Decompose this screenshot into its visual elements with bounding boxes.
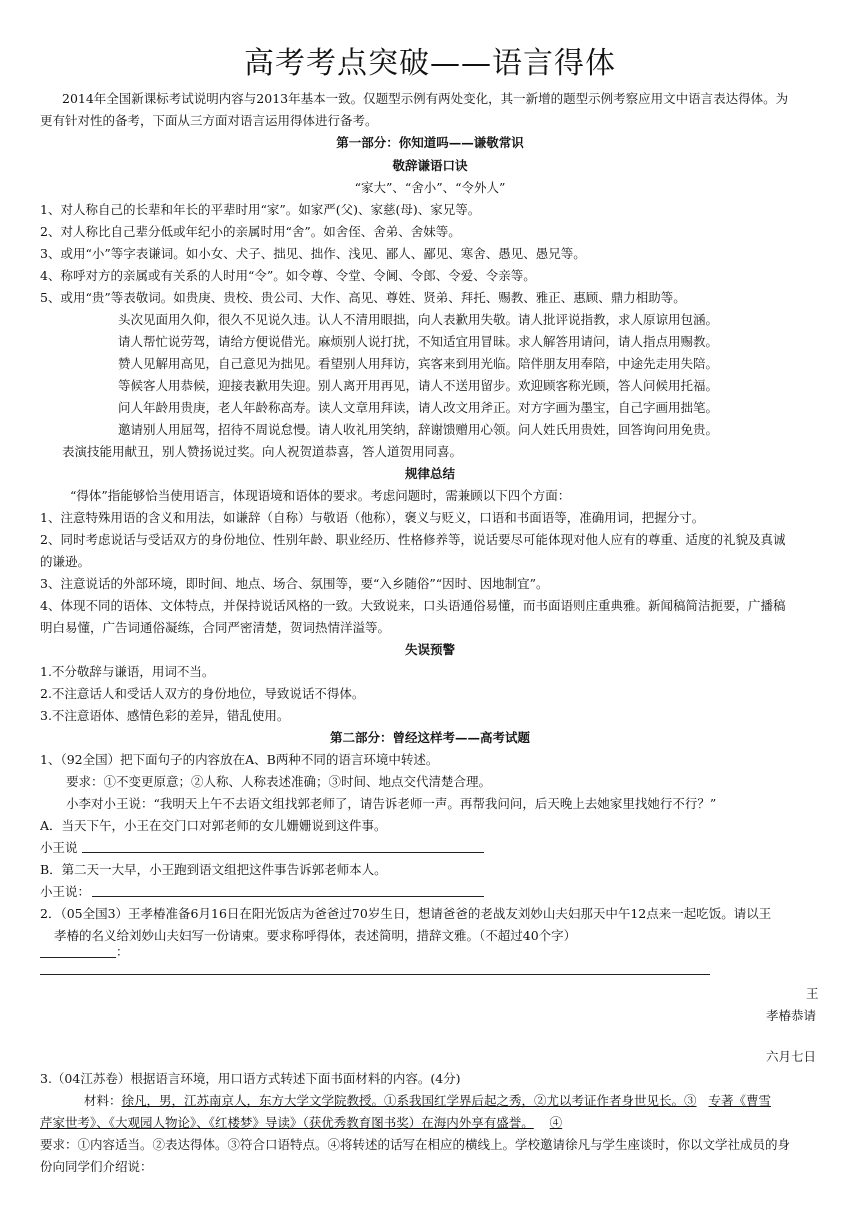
rule-item: 2、对人称比自己辈分低或年纪小的亲属时用“舍”。如舍侄、舍弟、舍妹等。 — [40, 224, 461, 239]
material-text-1: 徐凡，男，江苏南京人，东方大学文学院教授。①系我国红学界后起之秀，②尤以考证作者身世见长。③ — [121, 1093, 697, 1108]
material-text-2b: ④ — [549, 1115, 563, 1130]
verse-line: 等候客人用恭候，迎接表歉用失迎。别人离开用再见，请人不送用留步。欢迎顾客称光顾，答人问候用托福。 — [118, 378, 719, 393]
question-3-requirements: 要求：①内容适当。②表达得体。③符合口语特点。④将转述的话写在相应的横线上。学校邀请徐凡与学生座谈时，你以文学社成员的身 — [40, 1137, 791, 1152]
question-3: 3.（04江苏卷）根据语言环境，用口语方式转述下面书面材料的内容。(4分) — [40, 1071, 461, 1086]
intro-line-1: 2014年全国新课标考试说明内容与2013年基本一致。仅题型示例有两处变化，其一新增的题型示例考察应用文中语言表达得体。为 — [62, 91, 789, 106]
warning-heading: 失误预警 — [404, 642, 455, 657]
question-1-requirements: 要求：①不变更原意；②人称、人称表述准确；③时间、地点交代清楚合理。 — [66, 774, 492, 789]
question-1-option-a: A．当天下午，小王在交门口对郭老师的女儿姗姗说到这件事。 — [40, 818, 387, 833]
signature-line-2: 孝椿恭请 — [766, 1008, 817, 1023]
verse-line: 头次见面用久仰，很久不见说久违。认人不清用眼拙，向人表歉用失敬。请人批评说指教，求人原谅用包涵。 — [118, 312, 719, 327]
material-prefix: 材料： — [84, 1093, 122, 1108]
question-2-line-2: 孝椿的名义给刘妙山夫妇写一份请柬。要求称呼得体，表述简明，措辞文雅。（不超过40个字） — [54, 928, 577, 943]
summary-intro: “得体”指能够恰当使用语言，体现语境和语体的要求。考虑问题时，需兼顾以下四个方面： — [70, 488, 571, 503]
signature-line-1: 王 — [806, 986, 819, 1001]
summary-line: 4、体现不同的语体、文体特点，并保持说话风格的一致。大致说来，口头语通俗易懂，而书面语则庄重典雅。新闻稿简洁扼要，广播稿 — [40, 598, 786, 613]
answer-blank-a[interactable] — [82, 852, 484, 853]
warning-item: 2.不注意话人和受话人双方的身份地位，导致说话不得体。 — [40, 686, 365, 701]
material-line-2 — [40, 1114, 562, 1132]
part-one-heading: 第一部分：你知道吗——谦敬常识 — [336, 135, 524, 150]
verse-last-line: 表演技能用献丑，别人赞扬说过奖。向人祝贺道恭喜，答人道贺用同喜。 — [62, 444, 463, 459]
summary-line: 3、注意说话的外部环境，即时间、地点、场合、氛围等，要“入乡随俗”“因时、因地制宜”。 — [40, 576, 549, 591]
verse-line: 问人年龄用贵庚，老人年龄称高寿。读人文章用拜读，请人改文用斧正。对方字画为墨宝，自己字画用拙笔。 — [118, 400, 719, 415]
answer-label-b: 小王说： — [40, 884, 91, 899]
salutation-blank[interactable] — [40, 957, 116, 958]
answer-blank-b[interactable] — [92, 896, 484, 897]
rule-item: 3、或用“小”等字表谦词。如小女、犬子、拙见、拙作、浅见、鄙人、鄙见、寒舍、愚见、愚兄等。 — [40, 246, 586, 261]
intro-line-2: 更有针对性的备考，下面从三方面对语言运用得体进行备考。 — [40, 113, 378, 128]
rule-item: 1、对人称自己的长辈和年长的平辈时用“家”。如家严(父)、家慈(母)、家兄等。 — [40, 202, 481, 217]
question-2-line-1: 2．（05全国3）王孝椿准备6月16日在阳光饭店为爸爸过70岁生日，想请爸爸的老战友刘妙山夫妇那天中午12点来一起吃饭。请以王 — [40, 906, 772, 921]
invitation-date: 六月七日 — [766, 1049, 817, 1064]
summary-line: 的谦逊。 — [40, 554, 91, 569]
rule-item: 4、称呼对方的亲属或有关系的人时用“令”。如令尊、令堂、令阃、令郎、令爱、令亲等。 — [40, 268, 536, 283]
quote-line: “家大”、“舍小”、“令外人” — [354, 180, 506, 195]
summary-line: 2、同时考虑说话与受话双方的身份地位、性别年龄、职业经历、性格修养等，说话要尽可能体现对他人应有的尊重、适度的礼貌及真诚 — [40, 532, 786, 547]
part-two-heading: 第二部分：曾经这样考——高考试题 — [329, 730, 530, 745]
material-text-1b: 专著《曹雪 — [708, 1093, 771, 1108]
rhyme-heading: 敬辞谦语口诀 — [392, 158, 468, 173]
verse-line: 赞人见解用高见，自己意见为拙见。看望别人用拜访，宾客来到用光临。陪伴朋友用奉陪，中途先走用失陪。 — [118, 356, 719, 371]
warning-item: 3.不注意语体、感情色彩的差异，错乱使用。 — [40, 708, 290, 723]
rules-summary-heading: 规律总结 — [404, 466, 455, 481]
material-text-2: 芹家世考》、《大观园人物论》、《红楼梦》导读》（获优秀教育图书奖）在海内外享有盛誉。 — [40, 1115, 534, 1130]
invitation-blank[interactable] — [40, 974, 710, 975]
summary-line: 1、注意特殊用语的含义和用法，如谦辞（自称）与敬语（他称），褒义与贬义，口语和书面语等，准确用词，把握分寸。 — [40, 510, 705, 525]
warning-item: 1.不分敬辞与谦语，用词不当。 — [40, 664, 215, 679]
verse-line: 请人帮忙说劳驾，请给方便说借光。麻烦别人说打扰，不知适宜用冒昧。求人解答用请问，请人指点用赐教。 — [118, 334, 719, 349]
summary-line: 明白易懂，广告词通俗凝练，合同严密清楚，贺词热情洋溢等。 — [40, 620, 391, 635]
answer-label-a: 小王说 — [40, 840, 78, 855]
question-1: 1、（92全国）把下面句子的内容放在A、B两种不同的语言环境中转述。 — [40, 752, 439, 767]
page-title: 高考考点突破——语言得体 — [244, 46, 616, 81]
question-1-option-b: B．第二天一大早，小王跑到语文组把这件事告诉郭老师本人。 — [40, 862, 387, 877]
rule-item: 5、或用“贵”等表敬词。如贵庚、贵校、贵公司、大作、高见、尊姓、贤弟、拜托、赐教、雅正、惠顾、鼎力相助等。 — [40, 290, 686, 305]
question-1-quote: 小李对小王说：“我明天上午不去语文组找郭老师了，请告诉老师一声。再帮我问问，后天晚上去她家里找她行不行？” — [66, 796, 717, 811]
salutation-colon: ： — [116, 944, 129, 959]
question-3-requirements-cont: 份向同学们介绍说： — [40, 1159, 153, 1174]
verse-line: 邀请别人用屈驾，招待不周说怠慢。请人收礼用笑纳，辞谢馈赠用心领。问人姓氏用贵姓，回答询问用免贵。 — [118, 422, 719, 437]
material-line-1 — [84, 1092, 771, 1110]
